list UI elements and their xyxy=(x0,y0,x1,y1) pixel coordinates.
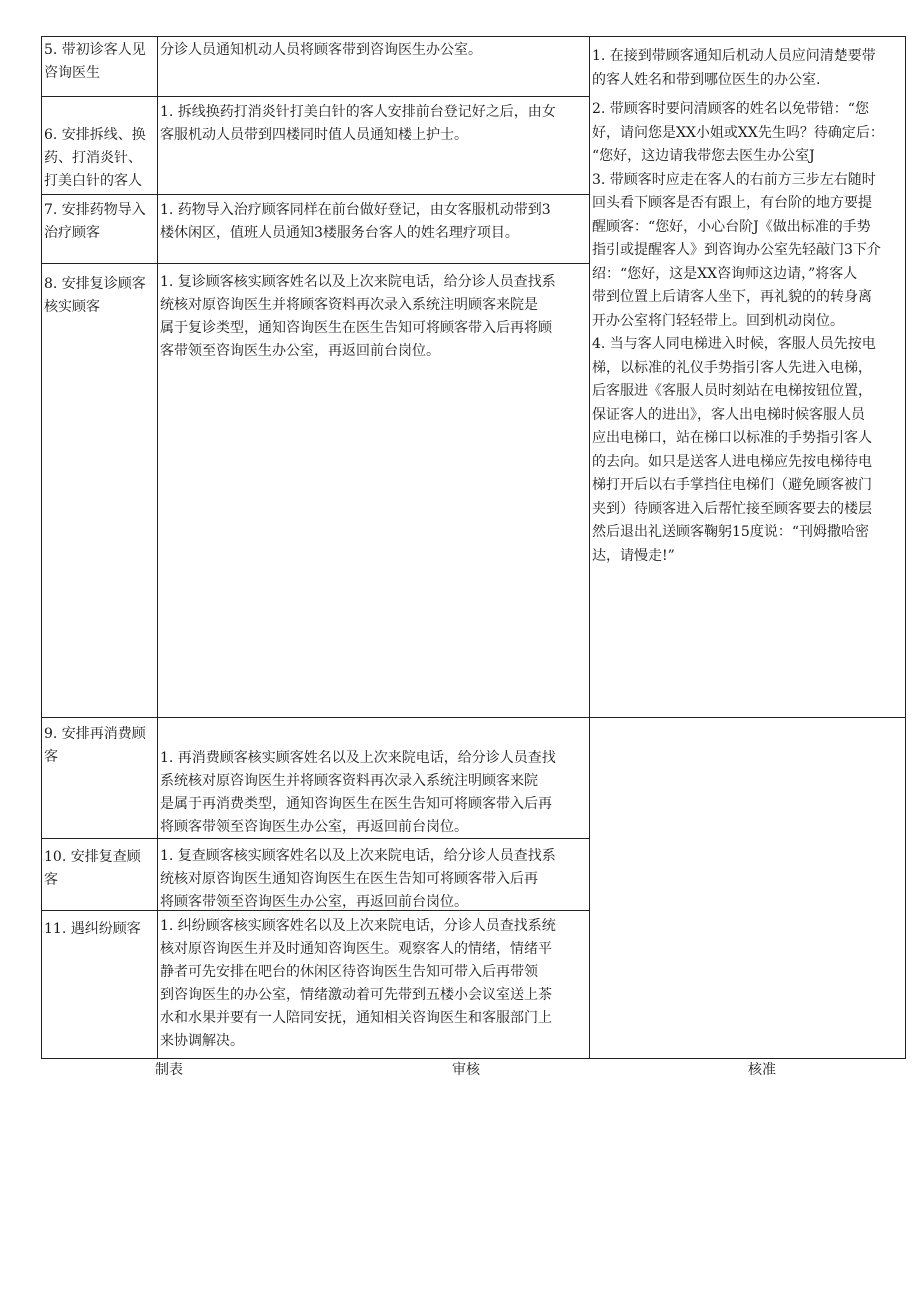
signature-prepared: 制表 xyxy=(155,1062,183,1078)
table-border-left xyxy=(41,36,42,1059)
item-cell: 9. 安排再消费顾 客 xyxy=(44,726,146,765)
process-cell: 1. 再消费顾客核实顾客姓名以及上次来院电话，给分诊人员查找 系统核对原咨询医生并将顾客资料再次录入系统注明顾客来院 是属于再消费类型，通知咨询医生在医生告知可将顾客带入后再 将顾客带领至咨询医生办公室，再返回前台岗位。 xyxy=(160,750,556,835)
row-divider-full xyxy=(41,717,906,718)
row-divider xyxy=(41,96,590,97)
process-cell: 1. 拆线换药打消炎针打美白针的客人安排前台登记好之后，由女 客服机动人员带到四楼同时值人员通知楼上护士。 xyxy=(160,104,556,143)
column-divider-1 xyxy=(157,36,158,1059)
signature-approved: 核准 xyxy=(748,1062,776,1078)
row-divider xyxy=(41,194,590,195)
table-border-right xyxy=(905,36,906,1059)
process-cell: 分诊人员通知机动人员将顾客带到咨询医生办公室。 xyxy=(160,42,482,58)
notes-block xyxy=(592,45,904,568)
note-item: 1. 在接到带顾客通知后机动人员应问清楚要带 的客人姓名和带到哪位医生的办公室. xyxy=(592,48,876,88)
note-item: 2. 带顾客时要问清顾客的姓名以免带错：“您 好，请问您是XX小姐或XX先生吗？待确定后： “您好，这边请我带您去医生办公室J xyxy=(592,101,884,164)
process-cell: 1. 复诊顾客核实顾客姓名以及上次来院电话，给分诊人员查找系 统核对原咨询医生并将顾客资料再次录入系统注明顾客来院是 属于复诊类型，通知咨询医生在医生告知可将顾客带入后再将顾 客带领至咨询医生办公室，再返回前台岗位。 xyxy=(160,274,556,359)
item-cell: 11. 遇纠纷顾客 xyxy=(44,921,141,937)
column-divider-2 xyxy=(589,36,590,1059)
row-divider xyxy=(41,263,590,264)
note-item: 4. 当与客人同电梯进入时候，客服人员先按电 梯，以标准的礼仪手势指引客人先进入电梯， 后客服进《客服人员时刻站在电梯按钮位置， 保证客人的进出》，客人出电梯时候客服人员 应出电梯口，站在梯口以标准的手势指引客人 的去向。如只是送客人进电梯应先按电梯待电 梯打开后以右手掌挡住电梯们（避免顾客被门 夹到）待顾客进入后帮忙接至顾客要去的楼层 然后退出礼送顾客鞠躬15度说：“刊姆撒哈密 达，请慢走!” xyxy=(592,336,876,564)
table-border-bottom xyxy=(41,1058,906,1059)
item-cell: 7. 安排药物导入 治疗顾客 xyxy=(44,202,146,241)
item-cell: 8. 安排复诊顾客 核实顾客 xyxy=(44,276,146,315)
process-cell: 1. 复查顾客核实顾客姓名以及上次来院电话，给分诊人员查找系 统核对原咨询医生通知咨询医生在医生告知可将顾客带入后再 将顾客带领至咨询医生办公室，再返回前台岗位。 xyxy=(160,848,556,910)
process-cell: 1. 纠纷顾客核实顾客姓名以及上次来院电话，分诊人员查找系统 核对原咨询医生并及时通知咨询医生。观察客人的情绪，情绪平 静者可先安排在吧台的休闲区待咨询医生告知可带入后再带领 到咨询医生的办公室，情绪激动着可先带到五楼小会议室送上茶 水和水果并要有一人陪同安抚，通知相关咨询医生和客服部门上 来协调解决。 xyxy=(160,918,556,1049)
item-cell: 10. 安排复查顾 客 xyxy=(44,849,141,888)
table-border-top xyxy=(41,36,906,37)
process-cell: 1. 药物导入治疗顾客同样在前台做好登记，由女客服机动带到3 楼休闲区，值班人员通知3楼服务台客人的姓名理疗项目。 xyxy=(160,202,551,241)
signature-reviewed: 审核 xyxy=(452,1062,480,1078)
item-cell: 5. 带初诊客人见 咨询医生 xyxy=(44,42,146,81)
item-cell: 6. 安排拆线、换 药、打消炎针、 打美白针的客人 xyxy=(44,127,146,189)
note-item: 3. 带顾客时应走在客人的右前方三步左右随时 回头看下顾客是否有跟上，有台阶的地方要提 醒顾客：“您好，小心台阶J《做出标准的手势 指引或提醒客人》到咨询办公室先轻敲门3下介 绍：“您好，这是XX咨询师这边请，”将客人 带到位置上后请客人坐下，再礼貌的的转身离 开办公室将门轻轻带上。回到机动岗位。 xyxy=(592,171,881,329)
